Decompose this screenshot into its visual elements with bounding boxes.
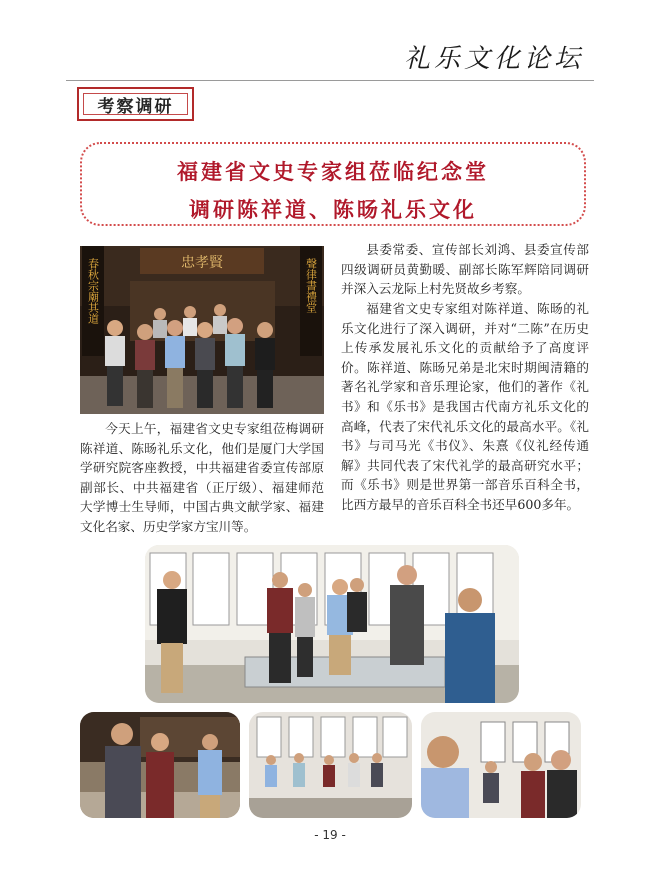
section-tag: [77, 87, 194, 121]
couplet-right: 聲律書禮堂: [304, 258, 318, 313]
article-paragraph-left: 今天上午，福建省文史专家组莅梅调研陈祥道、陈旸礼乐文化，他们是厦门大学国学研究院客座教授，中共福建省委宣传部原副部长、中共福建省（正厅级）、福建师范大学博士生导师，中国古典文献学家、福建文化名家、历史学家方宝川等。: [80, 421, 324, 534]
bottom-photo-1: [80, 712, 240, 818]
header-divider: [66, 80, 594, 81]
hall-plaque: 忠孝賢: [181, 255, 223, 271]
exhibition-photo: [145, 545, 519, 703]
article-paragraph-right-1: 县委常委、宣传部长刘鸿、县委宣传部四级调研员黄勤暖、副部长陈军辉陪同调研并深入云龙际上村先贤故乡考察。: [341, 242, 589, 297]
bottom-photo-2: [249, 712, 412, 818]
bottom-photo-3: [421, 712, 581, 818]
article-paragraph-right-2: 福建省文史专家组对陈祥道、陈旸的礼乐文化进行了深入调研，并对“二陈”在历史上传承发展礼乐文化的贡献给予了高度评价。陈祥道、陈旸兄弟是北宋时期闽清籍的著名礼学家和音乐理论家，他们的著作《礼书》和《乐书》是我国古代南方礼乐文化的高峰，代表了宋代礼乐文化的最高水平。《礼书》与司马光《书仪》、朱熹《仪礼经传通解》共同代表了宋代礼学的最高研究水平；而《乐书》则是世界第一部音乐百科全书，比西方最早的音乐百科全书还早600多年。: [341, 301, 589, 512]
section-tag-label: 考察调研: [97, 96, 174, 117]
group-photo: [80, 246, 324, 414]
article-title-line1: 福建省文史专家组莅临纪念堂: [177, 160, 489, 184]
couplet-left: 春秋宗廟其道: [86, 258, 100, 324]
magazine-title: 礼乐文化论坛: [403, 44, 584, 74]
article-title-box: [80, 142, 586, 226]
page-number: - 19 -: [314, 828, 346, 842]
article-title-line2: 调研陈祥道、陈旸礼乐文化: [189, 198, 477, 222]
